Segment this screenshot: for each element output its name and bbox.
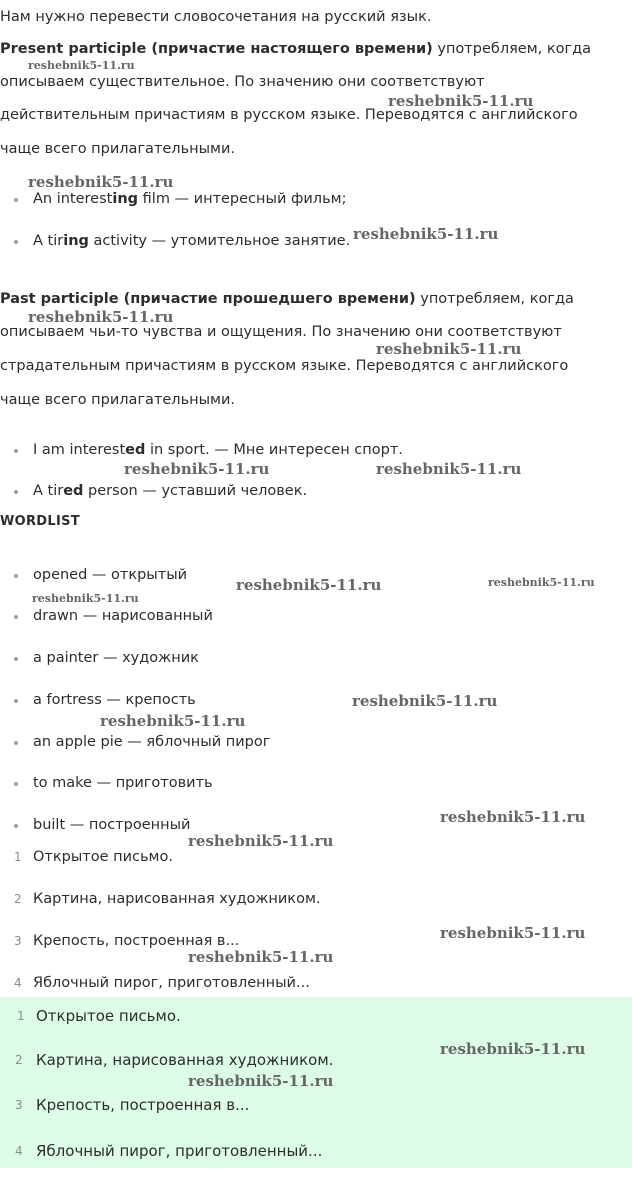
task-number: 4: [14, 976, 22, 990]
wordlist-item: opened — открытый: [33, 567, 188, 583]
watermark: reshebnik5-11.ru: [32, 592, 139, 605]
answer-number: 3: [15, 1098, 23, 1112]
watermark: reshebnik5-11.ru: [188, 832, 334, 850]
wordlist-item: an apple pie — яблочный пирог: [33, 734, 271, 750]
task-item: Крепость, построенная в...: [33, 933, 240, 949]
task-number: 2: [14, 892, 22, 906]
past-line-1-rest: употребляем, когда: [415, 291, 574, 307]
watermark: reshebnik5-11.ru: [28, 308, 174, 326]
wordlist-heading: WORDLIST: [0, 514, 80, 529]
bullet-icon: [14, 615, 18, 619]
answer-item: Картина, нарисованная художником.: [36, 1051, 334, 1069]
present-example-1: An interesting film — интересный фильм;: [33, 191, 347, 207]
wordlist-item: to make — приготовить: [33, 775, 213, 791]
past-line-2: описываем чьи-то чувства и ощущения. По значению они соответствуют: [0, 324, 562, 340]
bullet-icon: [14, 240, 18, 244]
watermark: reshebnik5-11.ru: [440, 924, 586, 942]
bullet-icon: [14, 782, 18, 786]
wordlist-item: a fortress — крепость: [33, 692, 196, 708]
past-line-4: чаще всего прилагательными.: [0, 392, 236, 408]
task-item: Открытое письмо.: [33, 849, 173, 865]
task-item: Яблочный пирог, приготовленный...: [33, 975, 310, 991]
answer-item: Открытое письмо.: [36, 1007, 181, 1025]
bullet-icon: [14, 198, 18, 202]
watermark: reshebnik5-11.ru: [440, 808, 586, 826]
bullet-icon: [14, 574, 18, 578]
past-line-1: [0, 290, 574, 308]
answer-number: 2: [15, 1053, 23, 1067]
wordlist-item: drawn — нарисованный: [33, 608, 213, 624]
answer-item: Крепость, построенная в...: [36, 1096, 250, 1114]
watermark: reshebnik5-11.ru: [388, 92, 534, 110]
answer-item: Яблочный пирог, приготовленный...: [36, 1142, 323, 1160]
wordlist-item: built — построенный: [33, 817, 191, 833]
watermark: reshebnik5-11.ru: [100, 712, 246, 730]
present-line-1-rest: употребляем, когда: [432, 41, 592, 57]
present-line-1: [0, 40, 591, 58]
watermark: reshebnik5-11.ru: [488, 576, 595, 589]
watermark: reshebnik5-11.ru: [124, 460, 270, 478]
watermark: reshebnik5-11.ru: [236, 576, 382, 594]
bullet-icon: [14, 741, 18, 745]
wordlist-item: a painter — художник: [33, 650, 199, 666]
present-example-2: A tiring activity — утомительное занятие.: [33, 233, 351, 249]
task-item: Картина, нарисованная художником.: [33, 891, 321, 907]
bullet-icon: [14, 824, 18, 828]
bullet-icon: [14, 449, 18, 453]
watermark: reshebnik5-11.ru: [376, 460, 522, 478]
past-term: Past participle (причастие прошедшего времени): [0, 291, 416, 307]
past-line-3: страдательным причастиям в русском языке. Переводятся с английского: [0, 358, 569, 374]
present-line-3: действительным причастиям в русском языке. Переводятся с английского: [0, 107, 578, 123]
watermark: reshebnik5-11.ru: [188, 948, 334, 966]
watermark: reshebnik5-11.ru: [28, 59, 135, 72]
answer-number: 4: [15, 1144, 23, 1158]
bullet-icon: [14, 490, 18, 494]
past-example-1: I am interested in sport. — Мне интересен спорт.: [33, 442, 403, 458]
watermark: reshebnik5-11.ru: [376, 340, 522, 358]
watermark: reshebnik5-11.ru: [440, 1040, 586, 1058]
intro-text: Нам нужно перевести словосочетания на русский язык.: [0, 9, 432, 25]
answer-number: 1: [17, 1009, 25, 1023]
watermark: reshebnik5-11.ru: [352, 692, 498, 710]
watermark: reshebnik5-11.ru: [353, 225, 499, 243]
task-number: 1: [14, 850, 22, 864]
watermark: reshebnik5-11.ru: [188, 1072, 334, 1090]
watermark: reshebnik5-11.ru: [28, 173, 174, 191]
past-example-2: A tired person — уставший человек.: [33, 483, 308, 499]
bullet-icon: [14, 699, 18, 703]
task-number: 3: [14, 934, 22, 948]
present-term: Present participle (причастие настоящего времени): [0, 41, 433, 57]
present-line-4: чаще всего прилагательными.: [0, 141, 236, 157]
present-line-2: описываем существительное. По значению они соответствуют: [0, 74, 485, 90]
bullet-icon: [14, 657, 18, 661]
